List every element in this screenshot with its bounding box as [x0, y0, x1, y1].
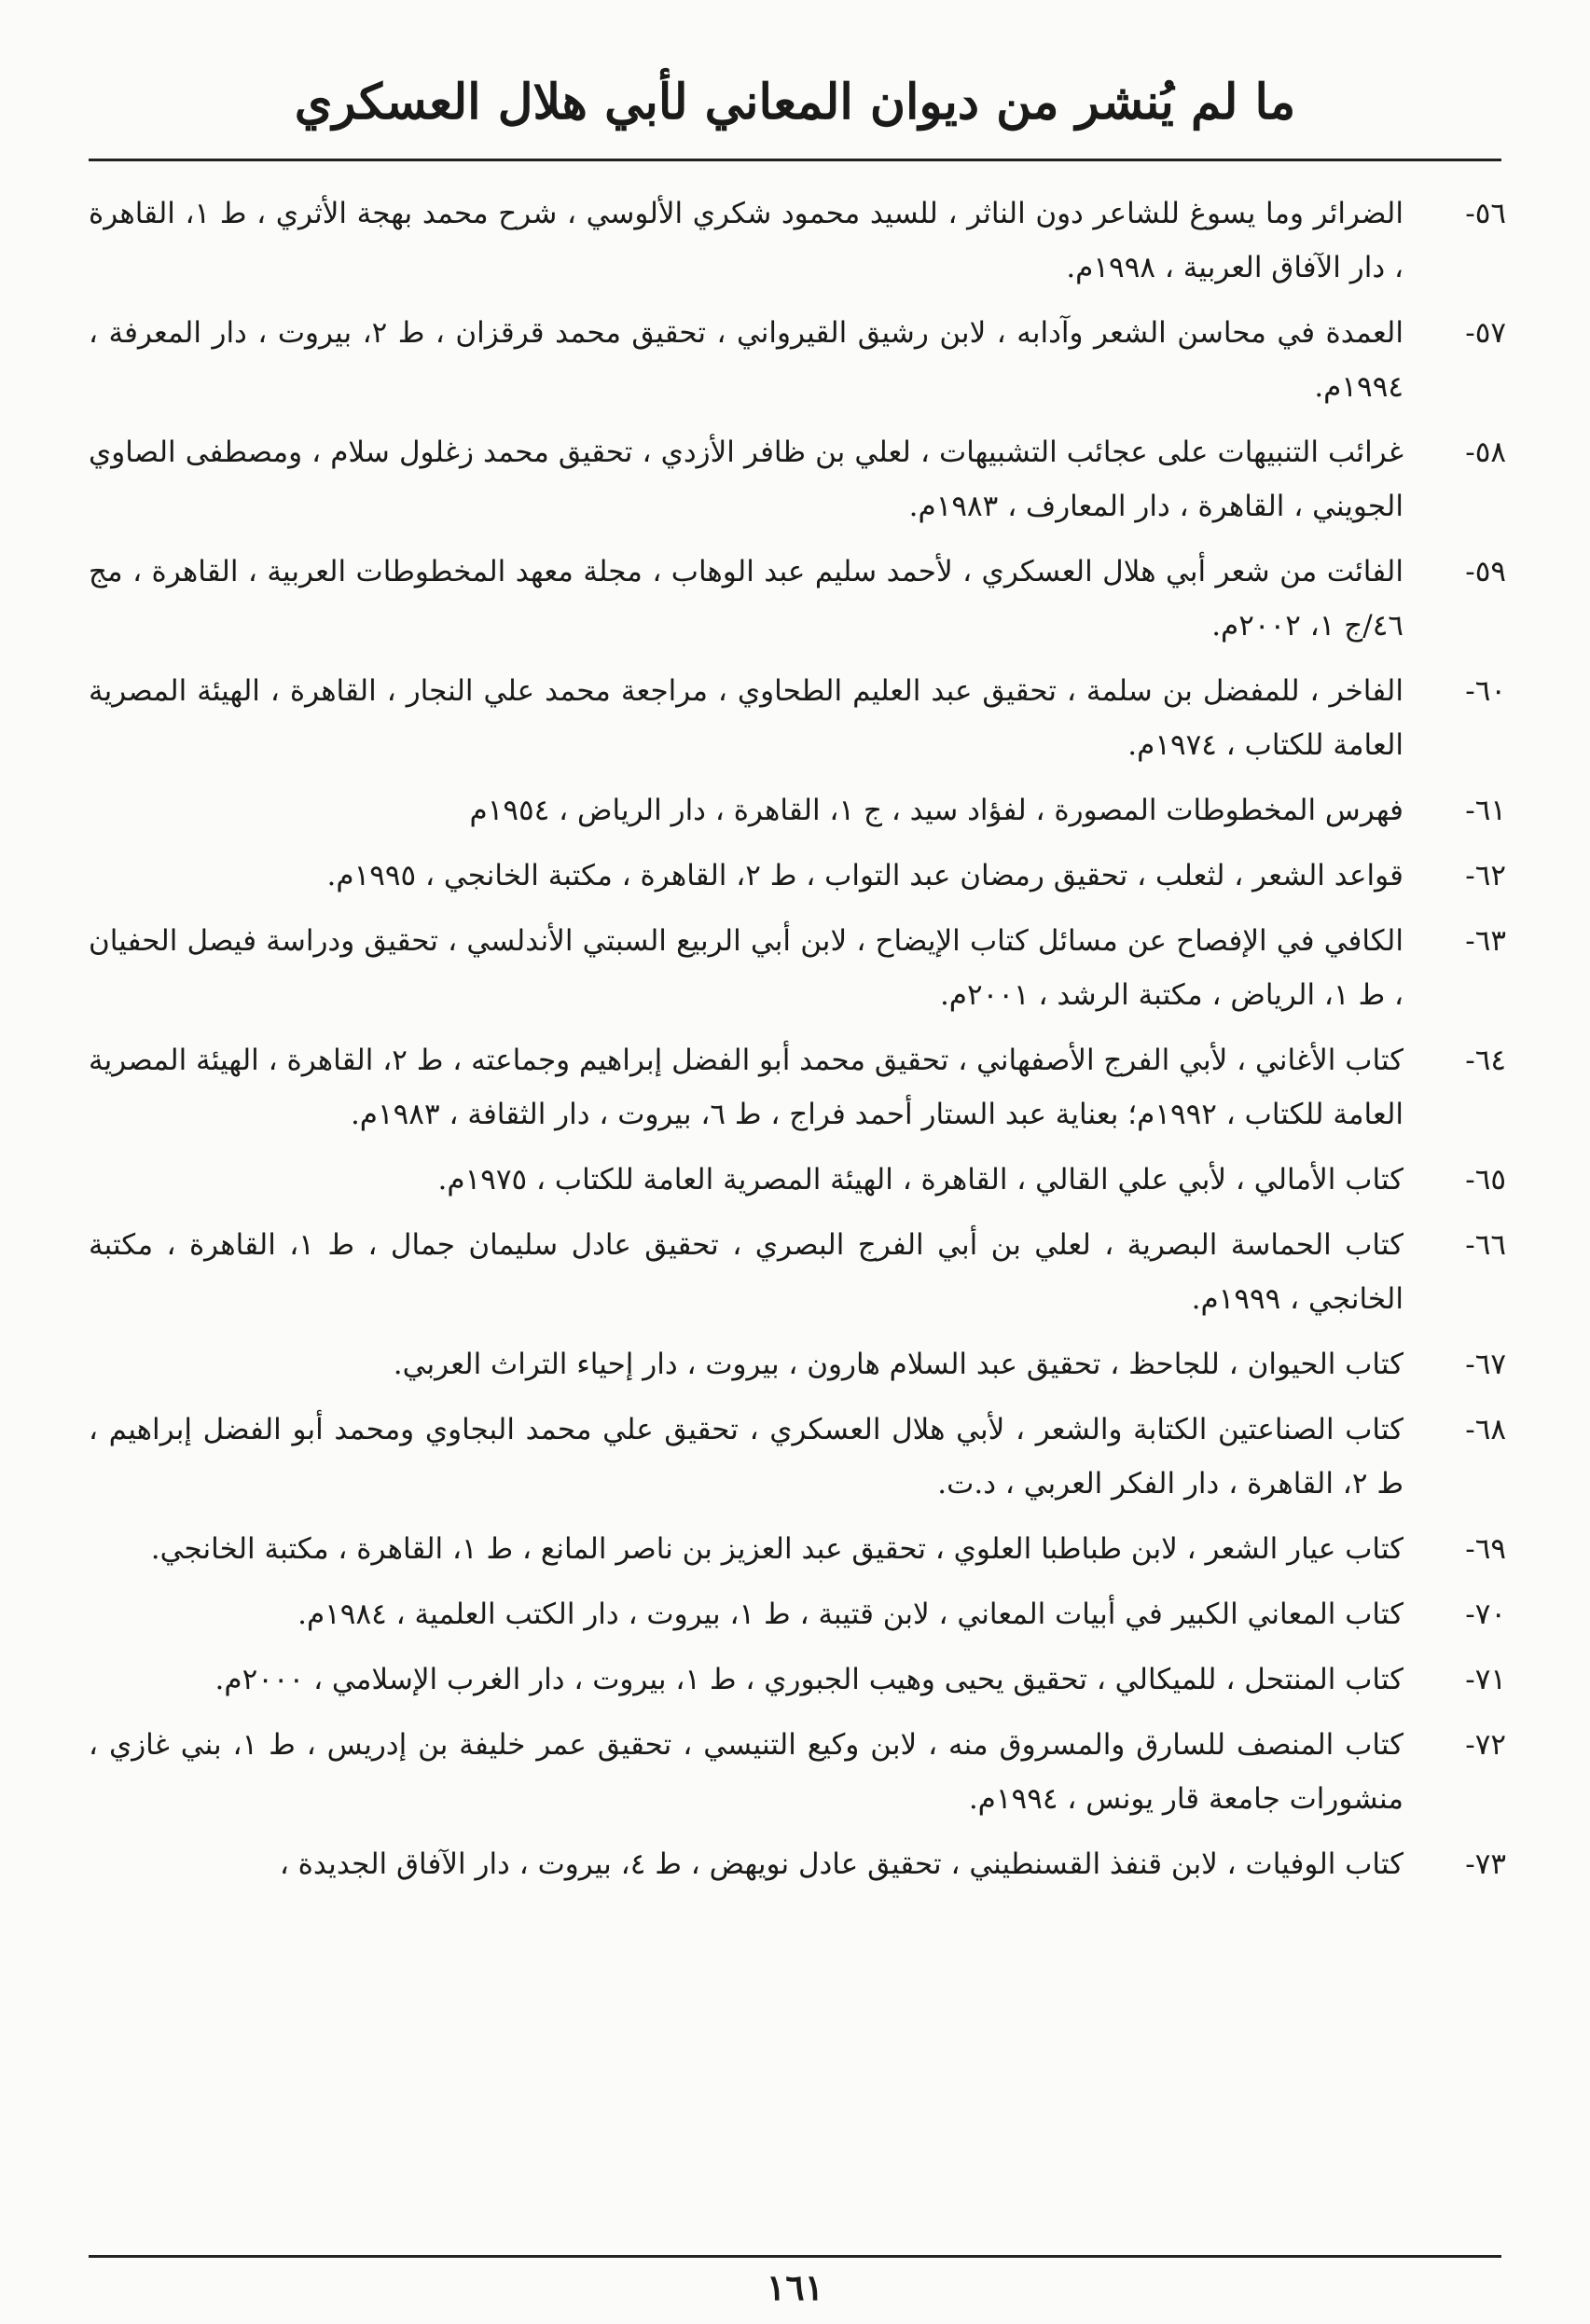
entry-number: ٦٠- — [1465, 674, 1506, 708]
entry-text: فهرس المخطوطات المصورة ، لفؤاد سيد ، ج ١، القاهرة ، دار الرياض ، ١٩٥٤م — [469, 794, 1403, 827]
bibliography-entry — [89, 1403, 1506, 1511]
bibliography-entry — [89, 306, 1506, 414]
entry-text: كتاب المنتحل ، للميكالي ، تحقيق يحيى وهيب الجبوري ، ط ١، بيروت ، دار الغرب الإسلامي ، ٢٠٠٠م. — [214, 1663, 1403, 1696]
entry-number: ٦٦- — [1465, 1228, 1506, 1262]
footer-rule — [89, 2255, 1501, 2258]
entry-text: كتاب الصناعتين الكتابة والشعر ، لأبي هلال العسكري ، تحقيق علي محمد البجاوي ومحمد أبو الفضل إبراهيم ، ط ٢، القاهرة ، دار الفكر العربي ، د.ت. — [89, 1413, 1403, 1501]
entry-number: ٦٥- — [1465, 1163, 1506, 1197]
entry-text: الضرائر وما يسوغ للشاعر دون الناثر ، للسيد محمود شكري الألوسي ، شرح محمد بهجة الأثري ، ط ١، القاهرة ، دار الآفاق العربية ، ١٩٩٨م. — [89, 197, 1403, 284]
entry-number: ٥٧- — [1465, 316, 1506, 350]
entry-text: الفاخر ، للمفضل بن سلمة ، تحقيق عبد العليم الطحاوي ، مراجعة محمد علي النجار ، القاهرة ، الهيئة المصرية العامة للكتاب ، ١٩٧٤م. — [89, 674, 1403, 762]
entry-number: ٦٣- — [1465, 924, 1506, 958]
entry-text: الفائت من شعر أبي هلال العسكري ، لأحمد سليم عبد الوهاب ، مجلة معهد المخطوطات العربية ، القاهرة ، مج ٤٦/ج ١، ٢٠٠٢م. — [89, 555, 1403, 643]
bibliography-entry — [89, 1653, 1506, 1707]
entry-text: قواعد الشعر ، لثعلب ، تحقيق رمضان عبد التواب ، ط ٢، القاهرة ، مكتبة الخانجي ، ١٩٩٥م. — [326, 859, 1403, 892]
entry-number: ٦٤- — [1465, 1044, 1506, 1077]
bibliography-entry — [89, 1337, 1506, 1391]
entry-text: كتاب الوفيات ، لابن قنفذ القسنطيني ، تحقيق عادل نويهض ، ط ٤، بيروت ، دار الآفاق الجديدة ، — [279, 1847, 1403, 1881]
entry-number: ٦٢- — [1465, 859, 1506, 892]
entry-text: كتاب الأغاني ، لأبي الفرج الأصفهاني ، تحقيق محمد أبو الفضل إبراهيم وجماعته ، ط ٢، القاهرة ، الهيئة المصرية العامة للكتاب ، ١٩٩٢م؛ بعناية عبد الستار أحمد فراج ، ط ٦، بيروت ، دار الثقافة ، ١٩٨٣م. — [89, 1044, 1404, 1131]
entry-number: ٧٣- — [1465, 1847, 1506, 1881]
bibliography-entry — [89, 1522, 1506, 1576]
bibliography-entry — [89, 545, 1506, 653]
bibliography-entry — [89, 783, 1506, 837]
header-rule — [89, 159, 1501, 161]
entry-number: ٥٩- — [1465, 555, 1506, 588]
entry-number: ٥٦- — [1465, 197, 1506, 230]
entry-text: كتاب الأمالي ، لأبي علي القالي ، القاهرة ، الهيئة المصرية العامة للكتاب ، ١٩٧٥م. — [437, 1163, 1403, 1197]
entry-text: غرائب التنبيهات على عجائب التشبيهات ، لعلي بن ظافر الأزدي ، تحقيق محمد زغلول سلام ، ومصطفى الصاوي الجويني ، القاهرة ، دار المعارف ، ١٩٨٣م. — [89, 436, 1403, 523]
bibliography-entry — [89, 1033, 1506, 1141]
entry-number: ٥٨- — [1465, 436, 1506, 469]
entry-number: ٦١- — [1465, 794, 1506, 827]
bibliography-entry — [89, 1153, 1506, 1207]
bibliography-entry — [89, 1837, 1506, 1891]
entry-text: كتاب المعاني الكبير في أبيات المعاني ، لابن قتيبة ، ط ١، بيروت ، دار الكتب العلمية ، ١٩٨٤م. — [297, 1598, 1403, 1631]
page-header-title: ما لم يُنشر من ديوان المعاني لأبي هلال العسكري — [294, 74, 1296, 131]
entry-number: ٦٩- — [1465, 1532, 1506, 1566]
bibliography-entry — [89, 425, 1506, 533]
entry-text: العمدة في محاسن الشعر وآدابه ، لابن رشيق القيرواني ، تحقيق محمد قرقزان ، ط ٢، بيروت ، دار المعرفة ، ١٩٩٤م. — [89, 316, 1403, 404]
bibliography-entry — [89, 664, 1506, 772]
entry-text: الكافي في الإفصاح عن مسائل كتاب الإيضاح ، لابن أبي الربيع السبتي الأندلسي ، تحقيق ودراسة فيصل الحفيان ، ط ١، الرياض ، مكتبة الرشد ، ٢٠٠١م. — [89, 924, 1403, 1012]
bibliography-entry — [89, 1718, 1506, 1826]
entry-text: كتاب الحيوان ، للجاحظ ، تحقيق عبد السلام هارون ، بيروت ، دار إحياء التراث العربي. — [393, 1348, 1403, 1381]
page-number: ١٦١ — [766, 2266, 824, 2308]
entry-text: كتاب المنصف للسارق والمسروق منه ، لابن وكيع التنيسي ، تحقيق عمر خليفة بن إدريس ، ط ١، بني غازي ، منشورات جامعة قار يونس ، ١٩٩٤م. — [89, 1728, 1403, 1816]
bibliography-entry — [89, 914, 1506, 1022]
entry-number: ٧١- — [1465, 1663, 1506, 1696]
entry-text: كتاب الحماسة البصرية ، لعلي بن أبي الفرج البصري ، تحقيق عادل سليمان جمال ، ط ١، القاهرة ، مكتبة الخانجي ، ١٩٩٩م. — [89, 1228, 1403, 1316]
entry-number: ٦٧- — [1465, 1348, 1506, 1381]
bibliography-entry — [89, 1218, 1506, 1326]
entry-text: كتاب عيار الشعر ، لابن طباطبا العلوي ، تحقيق عبد العزيز بن ناصر المانع ، ط ١، القاهرة ، مكتبة الخانجي. — [150, 1532, 1403, 1566]
bibliography-entry — [89, 1587, 1506, 1641]
entry-number: ٧٢- — [1465, 1728, 1506, 1762]
bibliography-entry — [89, 849, 1506, 903]
entry-number: ٦٨- — [1465, 1413, 1506, 1446]
entry-number: ٧٠- — [1465, 1598, 1506, 1631]
bibliography-list — [89, 187, 1506, 1902]
bibliography-entry — [89, 187, 1506, 295]
